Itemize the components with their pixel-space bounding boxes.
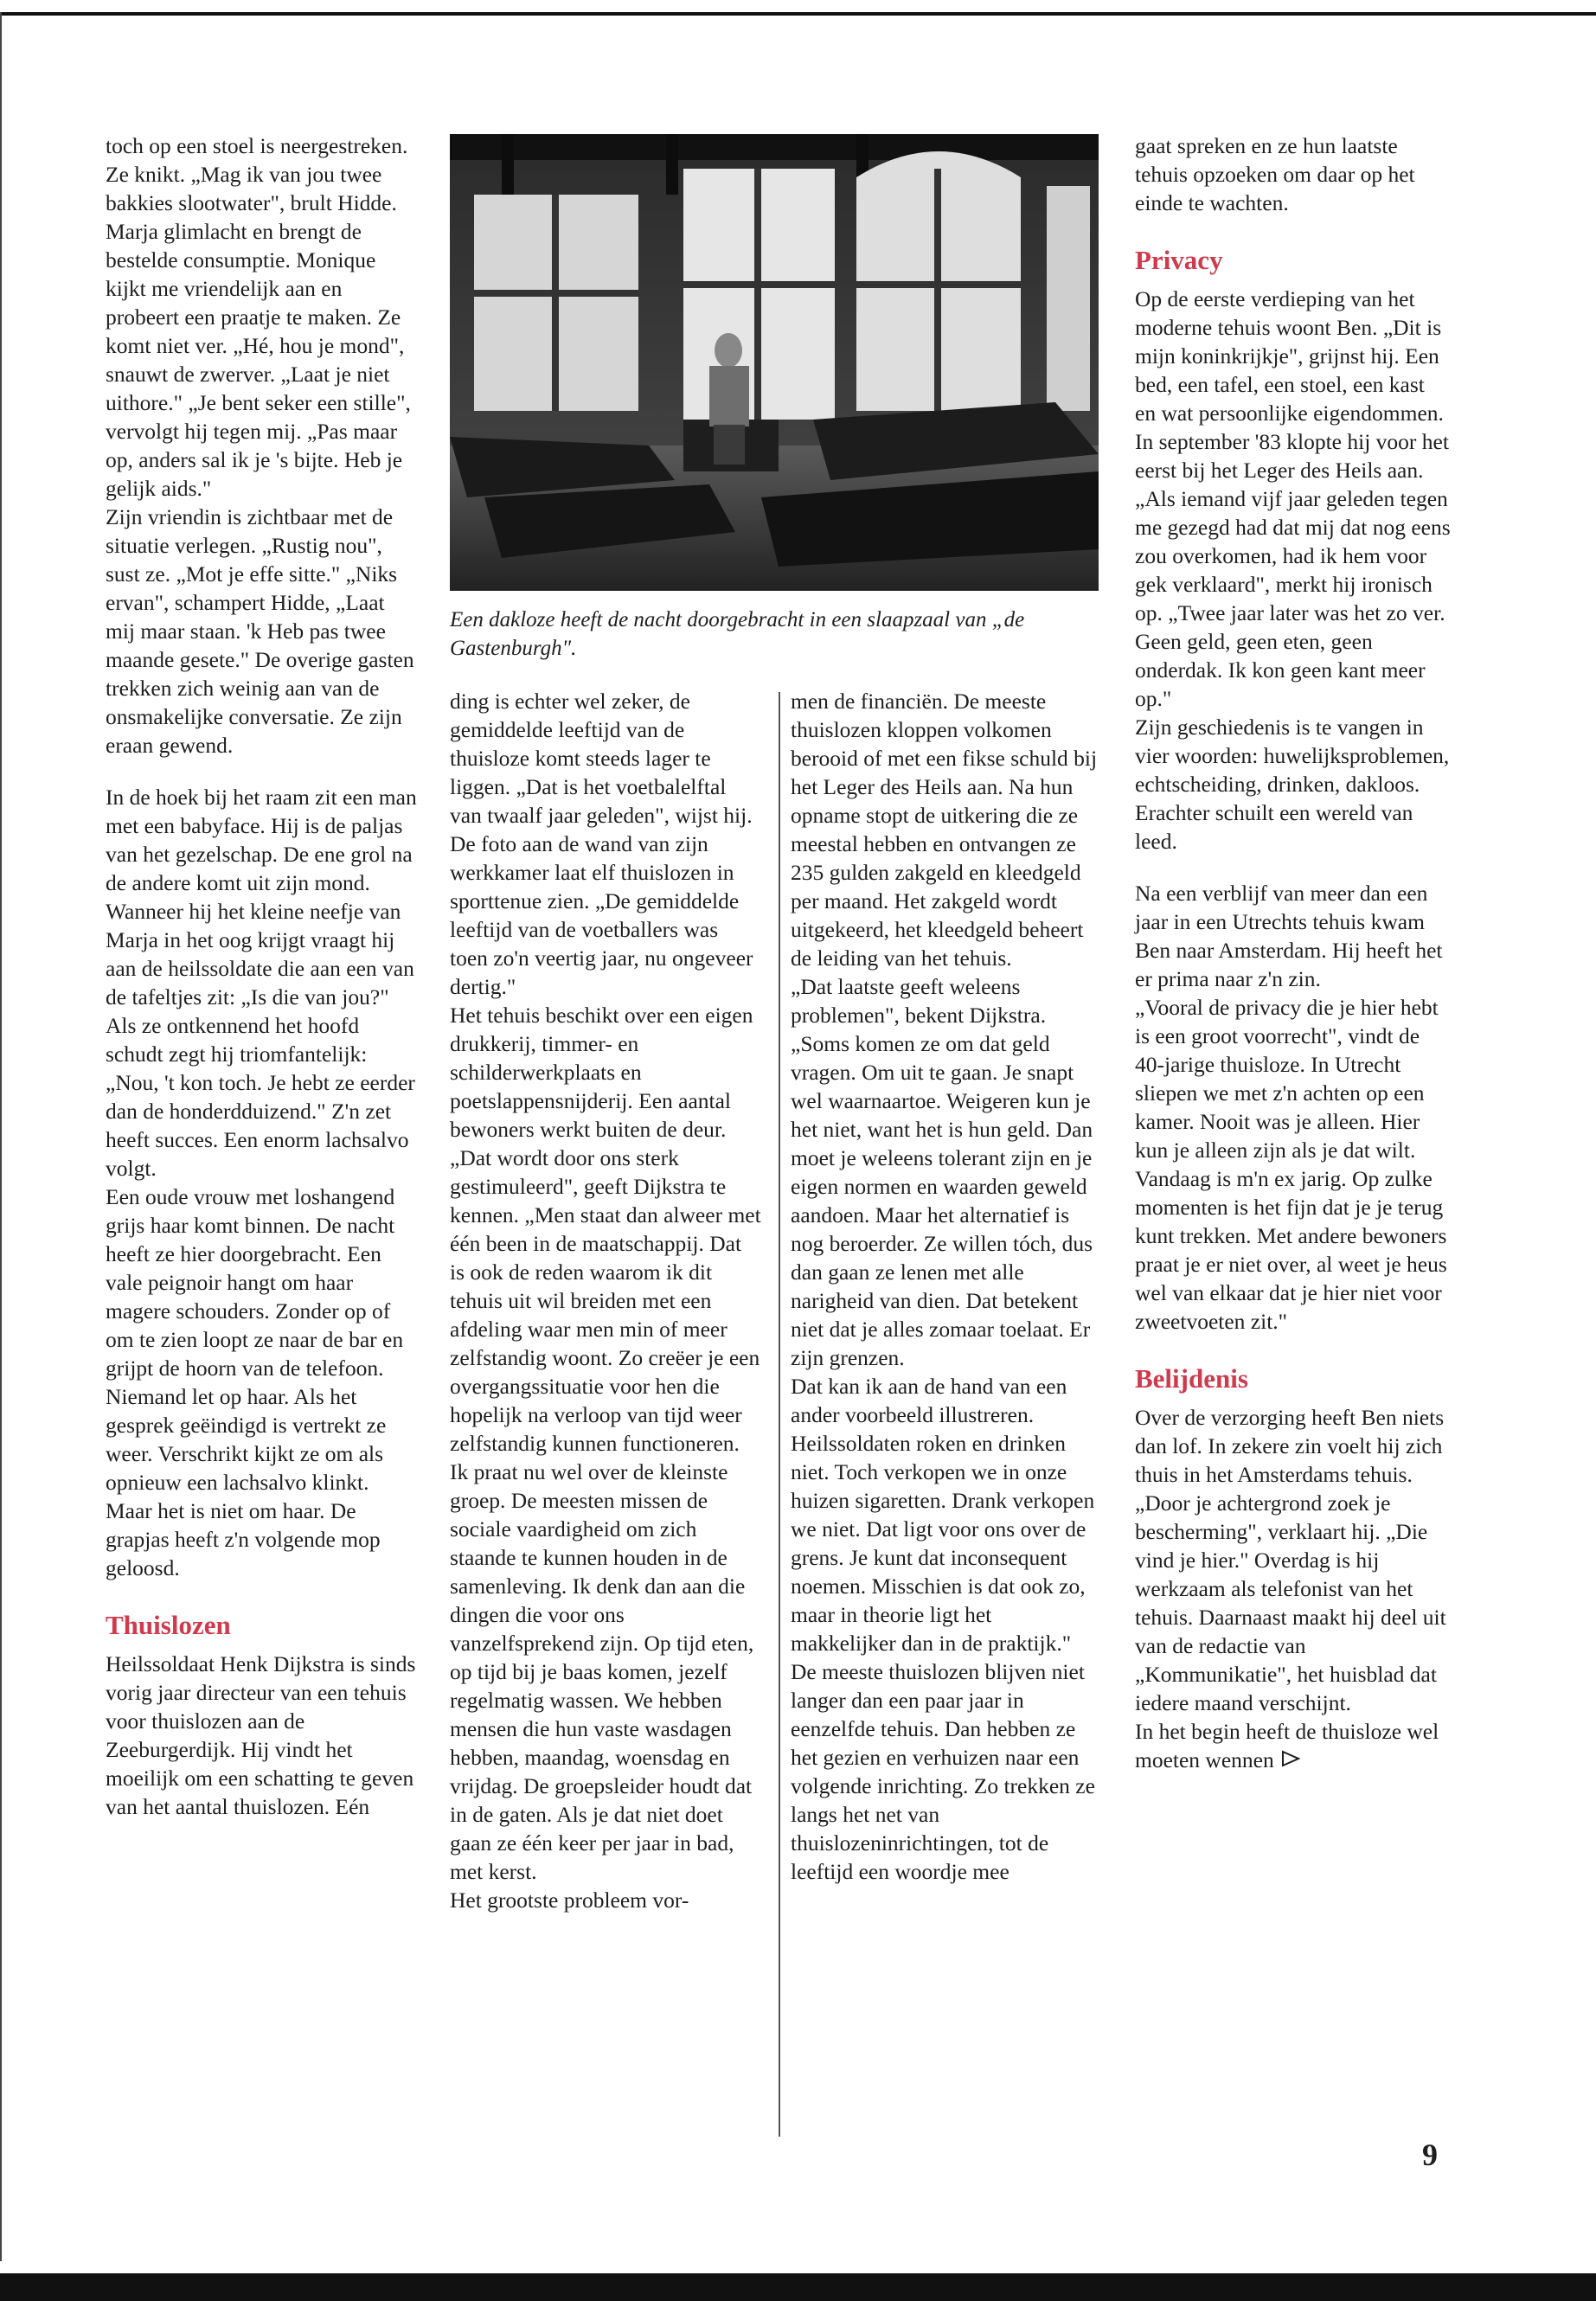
- paragraph: Ze knikt. „Mag ik van jou twee bakkies slootwater", brult Hidde. Marja glimlacht en brengt de bestelde consumptie. Monique kijkt me vriendelijk aan en probeert een praatje te maken. Ze komt niet ver. „Hé, hou je mond", snauwt de zwerver. „Laat je niet uithore." „Je bent seker een stille", vervolgt hij tegen mij. „Pas maar op, anders sal ik je 's bijte. Heb je gelijk aids.": [106, 162, 411, 501]
- paragraph-text: In het begin heeft de thuisloze wel moeten wennen: [1135, 1719, 1439, 1772]
- paragraph: Zijn vriendin is zichtbaar met de situatie verlegen. „Rustig nou", sust ze. „Mot je effe sitte." „Niks ervan", schampert Hidde, „Laat mij maar staan. 'k Heb pas twee maande gesete." De overige gasten trekken zich weinig aan van de onsmakelijke conversatie. Ze zijn eraan gewend.: [106, 504, 414, 758]
- paragraph: Zijn geschiedenis is te vangen in vier woorden: huwelijksproblemen, echtscheiding, drinken, dakloos. Erachter schuilt een wereld van leed.: [1135, 715, 1450, 854]
- section-heading-thuislozen: Thuislozen: [106, 1610, 231, 1640]
- column-divider: [779, 692, 780, 2137]
- column-1: [106, 131, 417, 1821]
- paragraph: Na een verblijf van meer dan een jaar in een Utrechts tehuis kwam Ben naar Amsterdam. Hij heeft het er prima naar z'n zin.: [1135, 881, 1443, 991]
- column-4: [1135, 131, 1451, 1774]
- section-heading-privacy: Privacy: [1135, 245, 1223, 275]
- paragraph: „Dat laatste geeft weleens problemen", bekent Dijkstra. „Soms komen ze om dat geld vragen. Om uit te gaan. Je snapt wel waarnaartoe. Weigeren kun je het niet, want het is hun geld. Dan moet je weleens tolerant zijn en je eigen normen en waarden geweld aandoen. Maar het alternatief is nog beroerder. Ze willen tóch, dus dan gaan ze lenen met alle narigheid van dien. Dat betekent niet dat je alles zomaar toelaat. Er zijn grenzen.: [791, 974, 1093, 1370]
- bottom-border: [0, 2273, 1596, 2301]
- paragraph: ding is echter wel zeker, de gemiddelde leeftijd van de thuisloze komt steeds lager te liggen. „Dat is het voetbalelftal van twaalf jaar geleden", wijst hij. De foto aan de wand van zijn werkkamer laat elf thuislozen in sporttenue zien. „De gemiddelde leeftijd van de voetballers was toen zo'n veertig jaar, nu ongeveer dertig.": [450, 689, 753, 999]
- column-3: [791, 687, 1098, 1886]
- paragraph: Het grootste probleem vor-: [450, 1888, 689, 1913]
- photo-dormitory: [450, 134, 1099, 591]
- left-border: [0, 12, 2, 2261]
- paragraph: Op de eerste verdieping van het moderne tehuis woont Ben. „Dit is mijn koninkrijkje", grijnst hij. Een bed, een tafel, een stoel, een kast en wat persoonlijke eigendommen. In september '83 klopte hij voor het eerst bij het Leger des Heils aan. „Als iemand vijf jaar geleden tegen me gezegd had dat mij dat nog eens zou overkomen, had ik hem voor gek verklaard", merkt hij ironisch op. „Twee jaar later was het zo ver. Geen geld, geen eten, geen onderdak. Ik kon geen kant meer op.": [1135, 286, 1451, 711]
- triangle-right-outline-icon: [1281, 1746, 1300, 1774]
- paragraph: De meeste thuislozen blijven niet langer dan een paar jaar in eenzelfde tehuis. Dan hebben ze het gezien en verhuizen naar een volgende inrichting. Zo trekken ze langs het net van thuislozeninrichtingen, tot de leeftijd een woordje mee: [791, 1659, 1095, 1884]
- paragraph: Heilssoldaat Henk Dijkstra is sinds vorig jaar directeur van een tehuis voor thuislozen aan de Zeeburgerdijk. Hij vindt het moeilijk om een schatting te geven van het aantal thuislozen. Eén: [106, 1651, 416, 1819]
- page-number: 9: [1422, 2138, 1438, 2172]
- paragraph: Dat kan ik aan de hand van een ander voorbeeld illustreren. Heilssoldaten roken en drinken niet. Toch verkopen we in onze huizen sigaretten. Drank verkopen we niet. Dat ligt voor ons over de grens. Je kunt dat inconsequent noemen. Misschien is dat ook zo, maar in theorie ligt het makkelijker dan in de praktijk.": [791, 1374, 1095, 1656]
- paragraph: men de financiën. De meeste thuislozen kloppen volkomen berooid of met een fikse schuld bij het Leger des Heils aan. Na hun opname stopt de uitkering die ze meestal hebben en ontvangen ze 235 gulden zakgeld en kleedgeld per maand. Het zakgeld wordt uitgekeerd, het kleedgeld beheert de leiding van het tehuis.: [791, 689, 1098, 971]
- paragraph: [1135, 1717, 1451, 1774]
- paragraph: Een oude vrouw met loshangend grijs haar komt binnen. De nacht heeft ze hier doorgebracht. Een vale peignoir hangt om haar magere schouders. Zonder op of om te zien loopt ze naar de bar en grijpt de hoorn van de telefoon. Niemand let op haar. Als het gesprek geëindigd is vertrekt ze weer. Verschrikt kijkt ze om als opnieuw een lachsalvo klinkt. Maar het is niet om haar. De grapjas heeft z'n volgende mop geloosd.: [106, 1184, 404, 1580]
- photo-caption: Een dakloze heeft de nacht doorgebracht in een slaapzaal van „de Gastenburgh".: [450, 608, 1025, 660]
- column-2: [450, 687, 761, 1914]
- top-border: [0, 12, 1596, 16]
- paragraph: toch op een stoel is neergestreken.: [106, 133, 408, 158]
- paragraph: Over de verzorging heeft Ben niets dan lof. In zekere zin voelt hij zich thuis in het Amsterdams tehuis. „Door je achtergrond zoek je bescherming", verklaart hij. „Die vind je hier." Overdag is hij werkzaam als telefonist van het tehuis. Daarnaast maakt hij deel uit van de redactie van „Kommunikatie", het huisblad dat iedere maand verschijnt.: [1135, 1405, 1446, 1715]
- paragraph: Het tehuis beschikt over een eigen drukkerij, timmer- en schilderwerkplaats en poetslappensnijderij. Een aantal bewoners werkt buiten de deur. „Dat wordt door ons sterk gestimuleerd", geeft Dijkstra te kennen. „Men staat dan alweer met één been in de maatschappij. Dat is ook de reden waarom ik dit tehuis uit wil breiden met een afdeling waar men min of meer zelfstandig woont. Zo creëer je een overgangssituatie voor hen die hopelijk na verloop van tijd weer zelfstandig kunnen functioneren.: [450, 1003, 761, 1456]
- section-heading-belijdenis: Belijdenis: [1135, 1363, 1248, 1394]
- paragraph: „Vooral de privacy die je hier hebt is een groot voorrecht", vindt de 40-jarige thuisloze. In Utrecht sliepen we met z'n achten op een kamer. Nooit was je alleen. Hier kun je alleen zijn als je dat wilt. Vandaag is m'n ex jarig. Op zulke momenten is het fijn dat je je terug kunt trekken. Met andere bewoners praat je er niet over, al weet je heus wel van elkaar dat je hier niet voor zweetvoeten zit.": [1135, 995, 1447, 1334]
- paragraph: In de hoek bij het raam zit een man met een babyface. Hij is de paljas van het gezelschap. De ene grol na de andere komt uit zijn mond. Wanneer hij het kleine neefje van Marja in het oog krijgt vraagt hij aan de heilssoldate die aan een van de tafeltjes zit: „Is die van jou?" Als ze ontkennend het hoofd schudt zegt hij triomfantelijk: „Nou, 't kon toch. Je hebt ze eerder dan de honderdduizend." Z'n zet heeft succes. Een enorm lachsalvo volgt.: [106, 785, 417, 1181]
- paragraph: gaat spreken en ze hun laatste tehuis opzoeken om daar op het einde te wachten.: [1135, 133, 1415, 215]
- paragraph: Ik praat nu wel over de kleinste groep. De meesten missen de sociale vaardigheid om zich staande te kunnen houden in de samenleving. Ik denk dan aan die dingen die voor ons vanzelfsprekend zijn. Op tijd eten, op tijd bij je baas komen, jezelf regelmatig wassen. We hebben mensen die hun vaste wasdagen hebben, maandag, woensdag en vrijdag. De groepsleider houdt dat in de gaten. Als je dat niet doet gaan ze één keer per jaar in bad, met kerst.: [450, 1459, 754, 1884]
